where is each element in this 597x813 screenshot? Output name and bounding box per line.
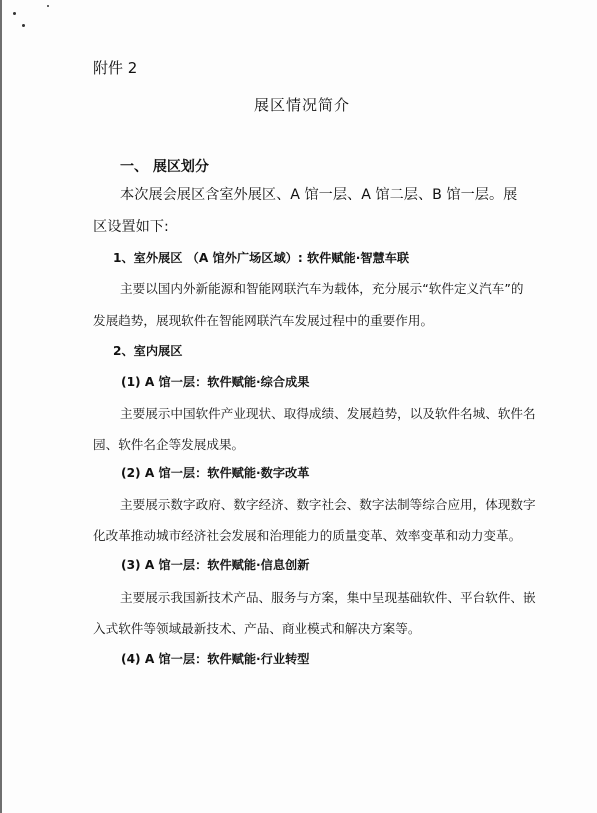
outdoor-zone-heading: 1、室外展区 （A 馆外广场区域）: 软件赋能·智慧车联: [113, 251, 410, 265]
hall-item-heading: (3) A 馆一层：软件赋能·信息创新: [121, 558, 310, 572]
hall-item-desc-line-1: 主要展示我国新技术产品、服务与方案，集中呈现基础软件、平台软件、嵌: [120, 590, 536, 605]
hall-item-desc-line-2: 化改革推动城市经济社会发展和治理能力的质量变革、效率变革和动力变革。: [93, 528, 522, 543]
document-title: 展区情况简介: [254, 96, 351, 114]
scan-speck: [22, 24, 25, 27]
intro-text-line-1: 本次展会展区含室外展区、A 馆一层、A 馆二层、B 馆一层。展: [120, 187, 518, 203]
hall-item-heading: (1) A 馆一层：软件赋能·综合成果: [121, 375, 310, 389]
hall-item-desc-line-1: 主要展示中国软件产业现状、取得成绩、发展趋势，以及软件名城、软件名: [120, 406, 536, 421]
scan-speck: [13, 12, 16, 15]
outdoor-desc-line-1: 主要以国内外新能源和智能网联汽车为载体，充分展示“软件定义汽车”的: [120, 281, 524, 296]
hall-item-heading: (2) A 馆一层：软件赋能·数字改革: [121, 466, 310, 480]
scan-speck: [47, 5, 49, 7]
page-left-edge: [0, 0, 2, 813]
hall-item-desc-line-2: 园、软件名企等发展成果。: [93, 437, 245, 452]
hall-item-desc-line-1: 主要展示数字政府、数字经济、数字社会、数字法制等综合应用，体现数字: [120, 497, 536, 512]
hall-item-heading: (4) A 馆一层：软件赋能·行业转型: [121, 652, 310, 666]
indoor-zone-heading: 2、室内展区: [113, 344, 183, 358]
hall-item-desc-line-2: 入式软件等领域最新技术、产品、商业模式和解决方案等。: [93, 621, 421, 636]
attachment-label: 附件 2: [93, 59, 138, 77]
intro-text-line-2: 区设置如下:: [93, 219, 169, 235]
section-heading: 一、 展区划分: [120, 159, 209, 175]
outdoor-desc-line-2: 发展趋势，展现软件在智能网联汽车发展过程中的重要作用。: [93, 313, 434, 328]
